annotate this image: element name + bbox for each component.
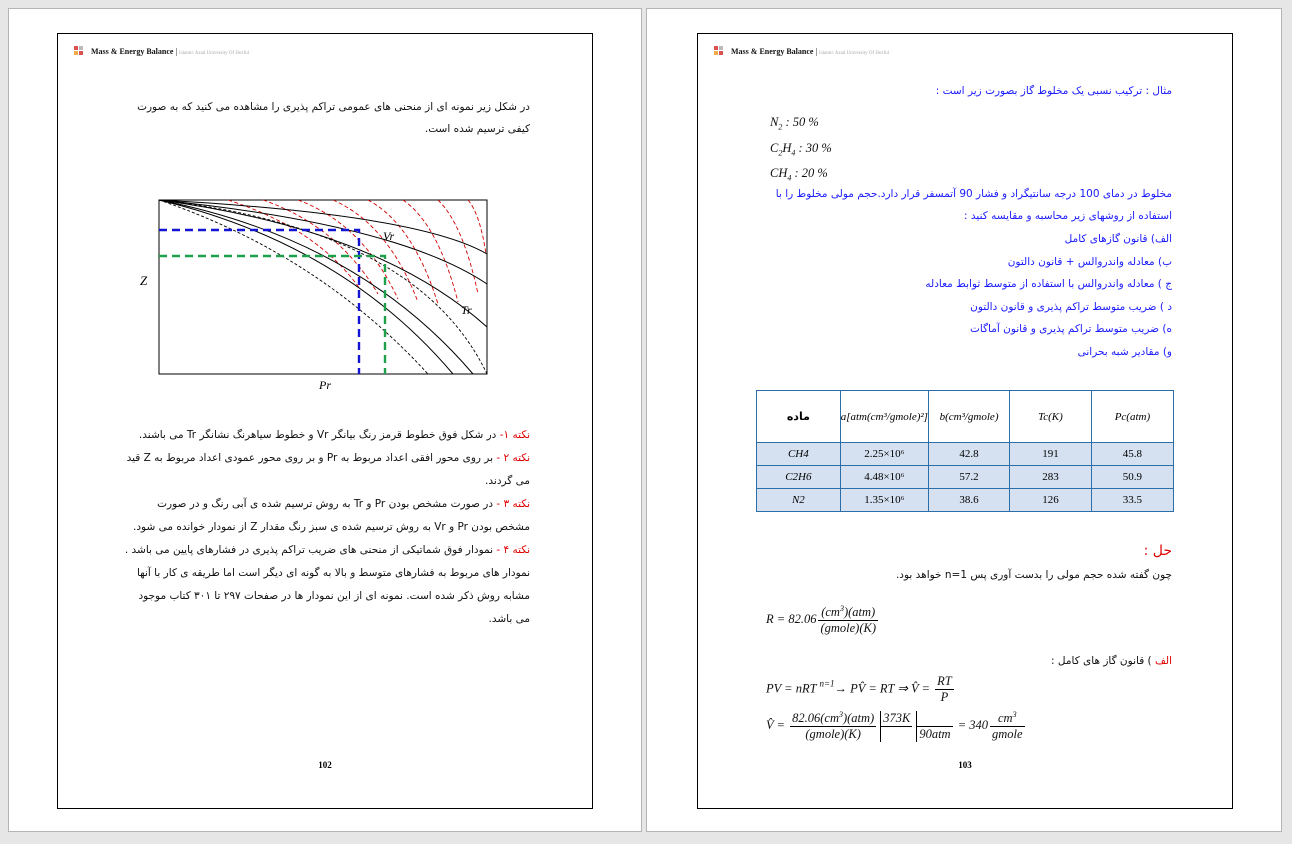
chart-y-label: Z (140, 273, 148, 288)
part-a-text: ) قانون گاز های کامل : (1051, 655, 1152, 667)
method-c: ج ) معادله واندروالس با استفاده از متوسط ثوابط معادله (925, 278, 1172, 290)
table-cell: 45.8 (1091, 443, 1173, 466)
table-row (757, 466, 1174, 489)
table-row (757, 489, 1174, 512)
table-cell: 50.9 (1091, 466, 1173, 489)
method-b: ب) معادله واندروالس + قانون دالتون (1007, 255, 1172, 268)
header-title: Mass & Energy Balance (91, 47, 174, 56)
example-intro: مثال : ترکیب نسبی یک مخلوط گاز بصورت زیر است : (935, 85, 1172, 97)
part-a-label: الف (1155, 655, 1172, 667)
solution-title: حل : (1143, 543, 1172, 559)
composition-n2: $N_2$ : 50 % (770, 115, 819, 132)
table-cell: 33.5 (1091, 489, 1173, 512)
intro-paragraph: در شکل زیر نمونه ای از منحنی های عمومی تراکم پذیری را مشاهده می کنید که به صورت کیفی ترسیم شده است. (137, 101, 530, 135)
composition-list (770, 112, 832, 189)
solution-text: چون گفته شده حجم مولی را بدست آوری پس n=1 خواهد بود. (895, 569, 1172, 581)
page-header: Mass & Energy Balance | Islamic Azad University Of Dezful (74, 46, 249, 56)
page-number: 102 (318, 760, 332, 770)
page-102 (8, 8, 642, 832)
page-frame (697, 33, 1233, 809)
composition-ch4: $CH_4$ : 20 % (770, 166, 828, 183)
table-cell: 4.48×10⁶ (840, 466, 928, 489)
header-university: Islamic Azad University Of Dezful (819, 51, 890, 56)
header-university: Islamic Azad University Of Dezful (179, 51, 250, 56)
vr-curves (228, 200, 486, 304)
header-title: Mass & Energy Balance (731, 47, 814, 56)
blue-guide-line (159, 230, 359, 374)
method-d: د ) ضریب متوسط تراکم پذیری و قانون دالتون (970, 300, 1172, 313)
table-header-row (757, 391, 1174, 443)
molar-volume-formula: V̂ = $\frac{82.06(cm^3)(atm)}{\text{(gmole)(K)}}$ 373K 90atm = 340 $\frac{cm^3}{\text{gmole}}$ (766, 710, 1023, 742)
table-cell: 2.25×10⁶ (840, 443, 928, 466)
table-cell: 42.8 (928, 443, 1009, 466)
method-e: ه) ضریب متوسط تراکم پذیری و قانون آماگات (969, 323, 1172, 335)
r-constant-formula: R = 82.06 $\frac{(cm^3)(atm)}{\text{(gmole)(K)}}$ (766, 604, 876, 636)
note-3: نکته ۳ - در صورت مشخص بودن Pr و Tr به روش ترسیم شده ی آبی رنگ و در صورت مشخص بودن Pr و Vr به روش ترسیم شده ی سبز رنگ مقدار Z از نمودار خوانده می شود. (133, 498, 530, 533)
method-f: و) مقادیر شبه بحرانی (1077, 345, 1172, 358)
problem-statement: مخلوط در دمای 100 درجه سانتیگراد و فشار 90 آتمسفر قرار دارد.حجم مولی مخلوط را با استفاده از روشهای زیر محاسبه و مقایسه کنید : (775, 188, 1172, 222)
tr-dashed-curve-2 (159, 200, 487, 374)
table-cell: 191 (1010, 443, 1092, 466)
university-logo-icon (74, 46, 83, 55)
ideal-gas-formula: PV = nRT $^{n=1}$→ PV̂ = RT ⇒ V̂ = $\frac{RT}{P}$ (766, 674, 952, 704)
page-frame (57, 33, 593, 809)
tr-curves (159, 200, 487, 374)
note-1: نکته ۱- در شکل فوق خطوط قرمز رنگ بیانگر Vr و خطوط سیاهرنگ نشانگر Tr می باشند. (138, 429, 530, 441)
properties-table (756, 390, 1174, 512)
green-guide-line (159, 256, 385, 374)
table-header: b(cm³/gmole) (928, 391, 1009, 443)
page-number: 103 (958, 760, 972, 770)
chart-x-label: Pr (319, 378, 331, 392)
table-cell: 38.6 (928, 489, 1009, 512)
molar-volume-result: 340 (969, 717, 989, 732)
note-4: نکته ۴ - نمودار فوق شماتیکی از منحنی های ضریب تراکم پذیری در فشارهای پایین می باشد . نمودار های مربوط به فشارهای متوسط و بالا به گونه ای دیگر است اما طریقه ی کار با آنها مشابه روش ذکر شده است. نمونه ای از این نمودار ها در صفحات ۲۹۷ تا ۳۰۱ کتاب موجود می باشد. (124, 544, 530, 625)
table-cell: 57.2 (928, 466, 1009, 489)
table-row (757, 443, 1174, 466)
chart-vr-label: Vr (383, 229, 395, 243)
chart-plot-area (159, 200, 487, 374)
method-a: الف) قانون گازهای کامل (1064, 233, 1172, 245)
compressibility-chart (128, 184, 498, 404)
table-cell: CH4 (757, 443, 841, 466)
table-cell: N2 (757, 489, 841, 512)
composition-c2h4: $C_2H_4$ : 30 % (770, 140, 832, 157)
chart-tr-label: Tr (461, 303, 472, 317)
page-header: Mass & Energy Balance | Islamic Azad University Of Dezful (714, 46, 889, 56)
notes-block (122, 424, 530, 631)
table-cell: C2H6 (757, 466, 841, 489)
part-a-heading (758, 650, 1172, 672)
page-103 (646, 8, 1282, 832)
table-header: Pc(atm) (1091, 391, 1173, 443)
table-cell: 283 (1010, 466, 1092, 489)
tr-dashed-curve (159, 200, 428, 374)
table-header: ماده (757, 391, 841, 443)
table-header: a[atm(cm³/gmole)²] (840, 391, 928, 443)
table-header: Tc(K) (1010, 391, 1092, 443)
table-cell: 126 (1010, 489, 1092, 512)
note-2: نکته ۲ - بر روی محور افقی اعداد مربوط به Pr و بر روی محور عمودی اعداد مربوط به Z قید می گردند. (126, 452, 530, 487)
table-cell: 1.35×10⁶ (840, 489, 928, 512)
university-logo-icon (714, 46, 723, 55)
methods-list (758, 228, 1172, 363)
